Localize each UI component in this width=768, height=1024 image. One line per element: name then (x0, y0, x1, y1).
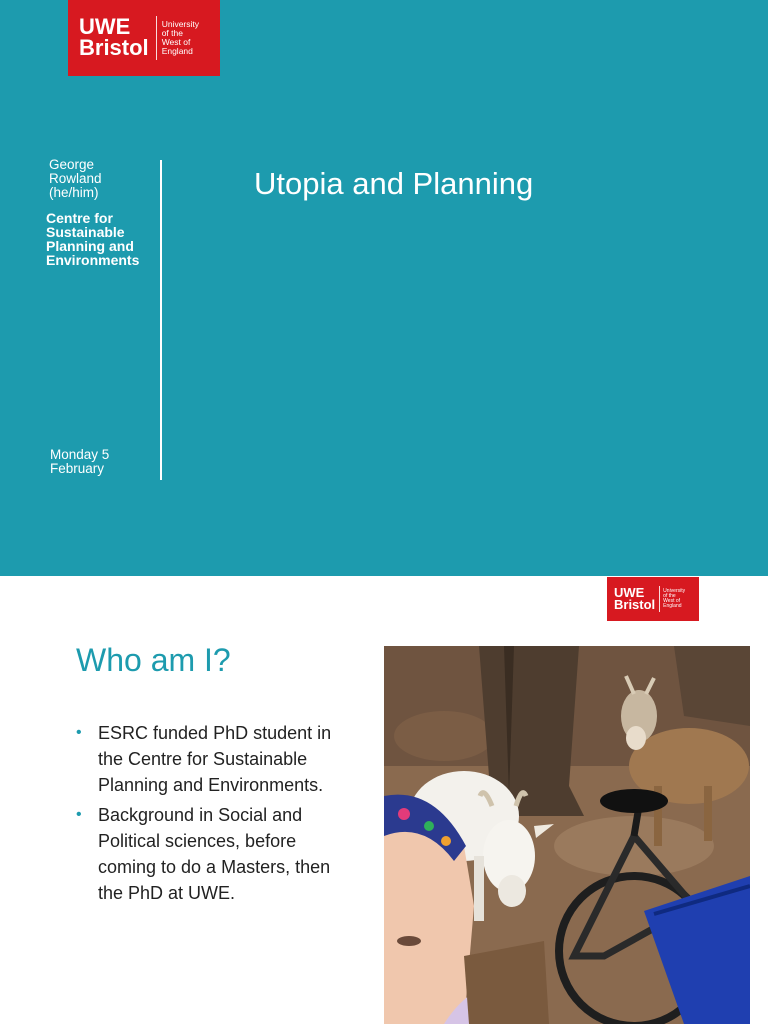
list-item: • ESRC funded PhD student in the Centre for Sustainable Planning and Environments. (76, 720, 376, 798)
centre-name: Centre for Sustainable Planning and Environments (46, 210, 140, 268)
logo-university-text: University of the West of England (161, 19, 199, 56)
logo-divider (156, 16, 157, 60)
photo-selfie-with-goats-and-bicycle (384, 646, 750, 1024)
uwe-bristol-logo-small (607, 577, 699, 621)
logo-brand: UWE Bristol (614, 584, 656, 612)
uwe-bristol-logo (68, 0, 220, 76)
bicycle-saddle-icon (600, 789, 668, 813)
logo-divider (659, 586, 660, 612)
photo-illustration (384, 646, 750, 1024)
slide-title: Utopia and Planning (254, 166, 534, 201)
bullet-icon: • (76, 806, 82, 823)
presentation-date: Monday 5 February (50, 447, 110, 476)
list-item: • Background in Social and Political sciences, before coming to do a Masters, then the PhD at UWE. (76, 802, 376, 906)
logo-brand: UWE Bristol (79, 14, 149, 60)
author-name: George Rowland (he/him) (49, 157, 102, 200)
bullet-icon: • (76, 724, 82, 741)
vertical-divider (160, 160, 162, 480)
bullet-list (76, 720, 376, 910)
logo-university-text: University of the West of England (663, 587, 686, 610)
slide-heading: Who am I? (76, 642, 231, 678)
